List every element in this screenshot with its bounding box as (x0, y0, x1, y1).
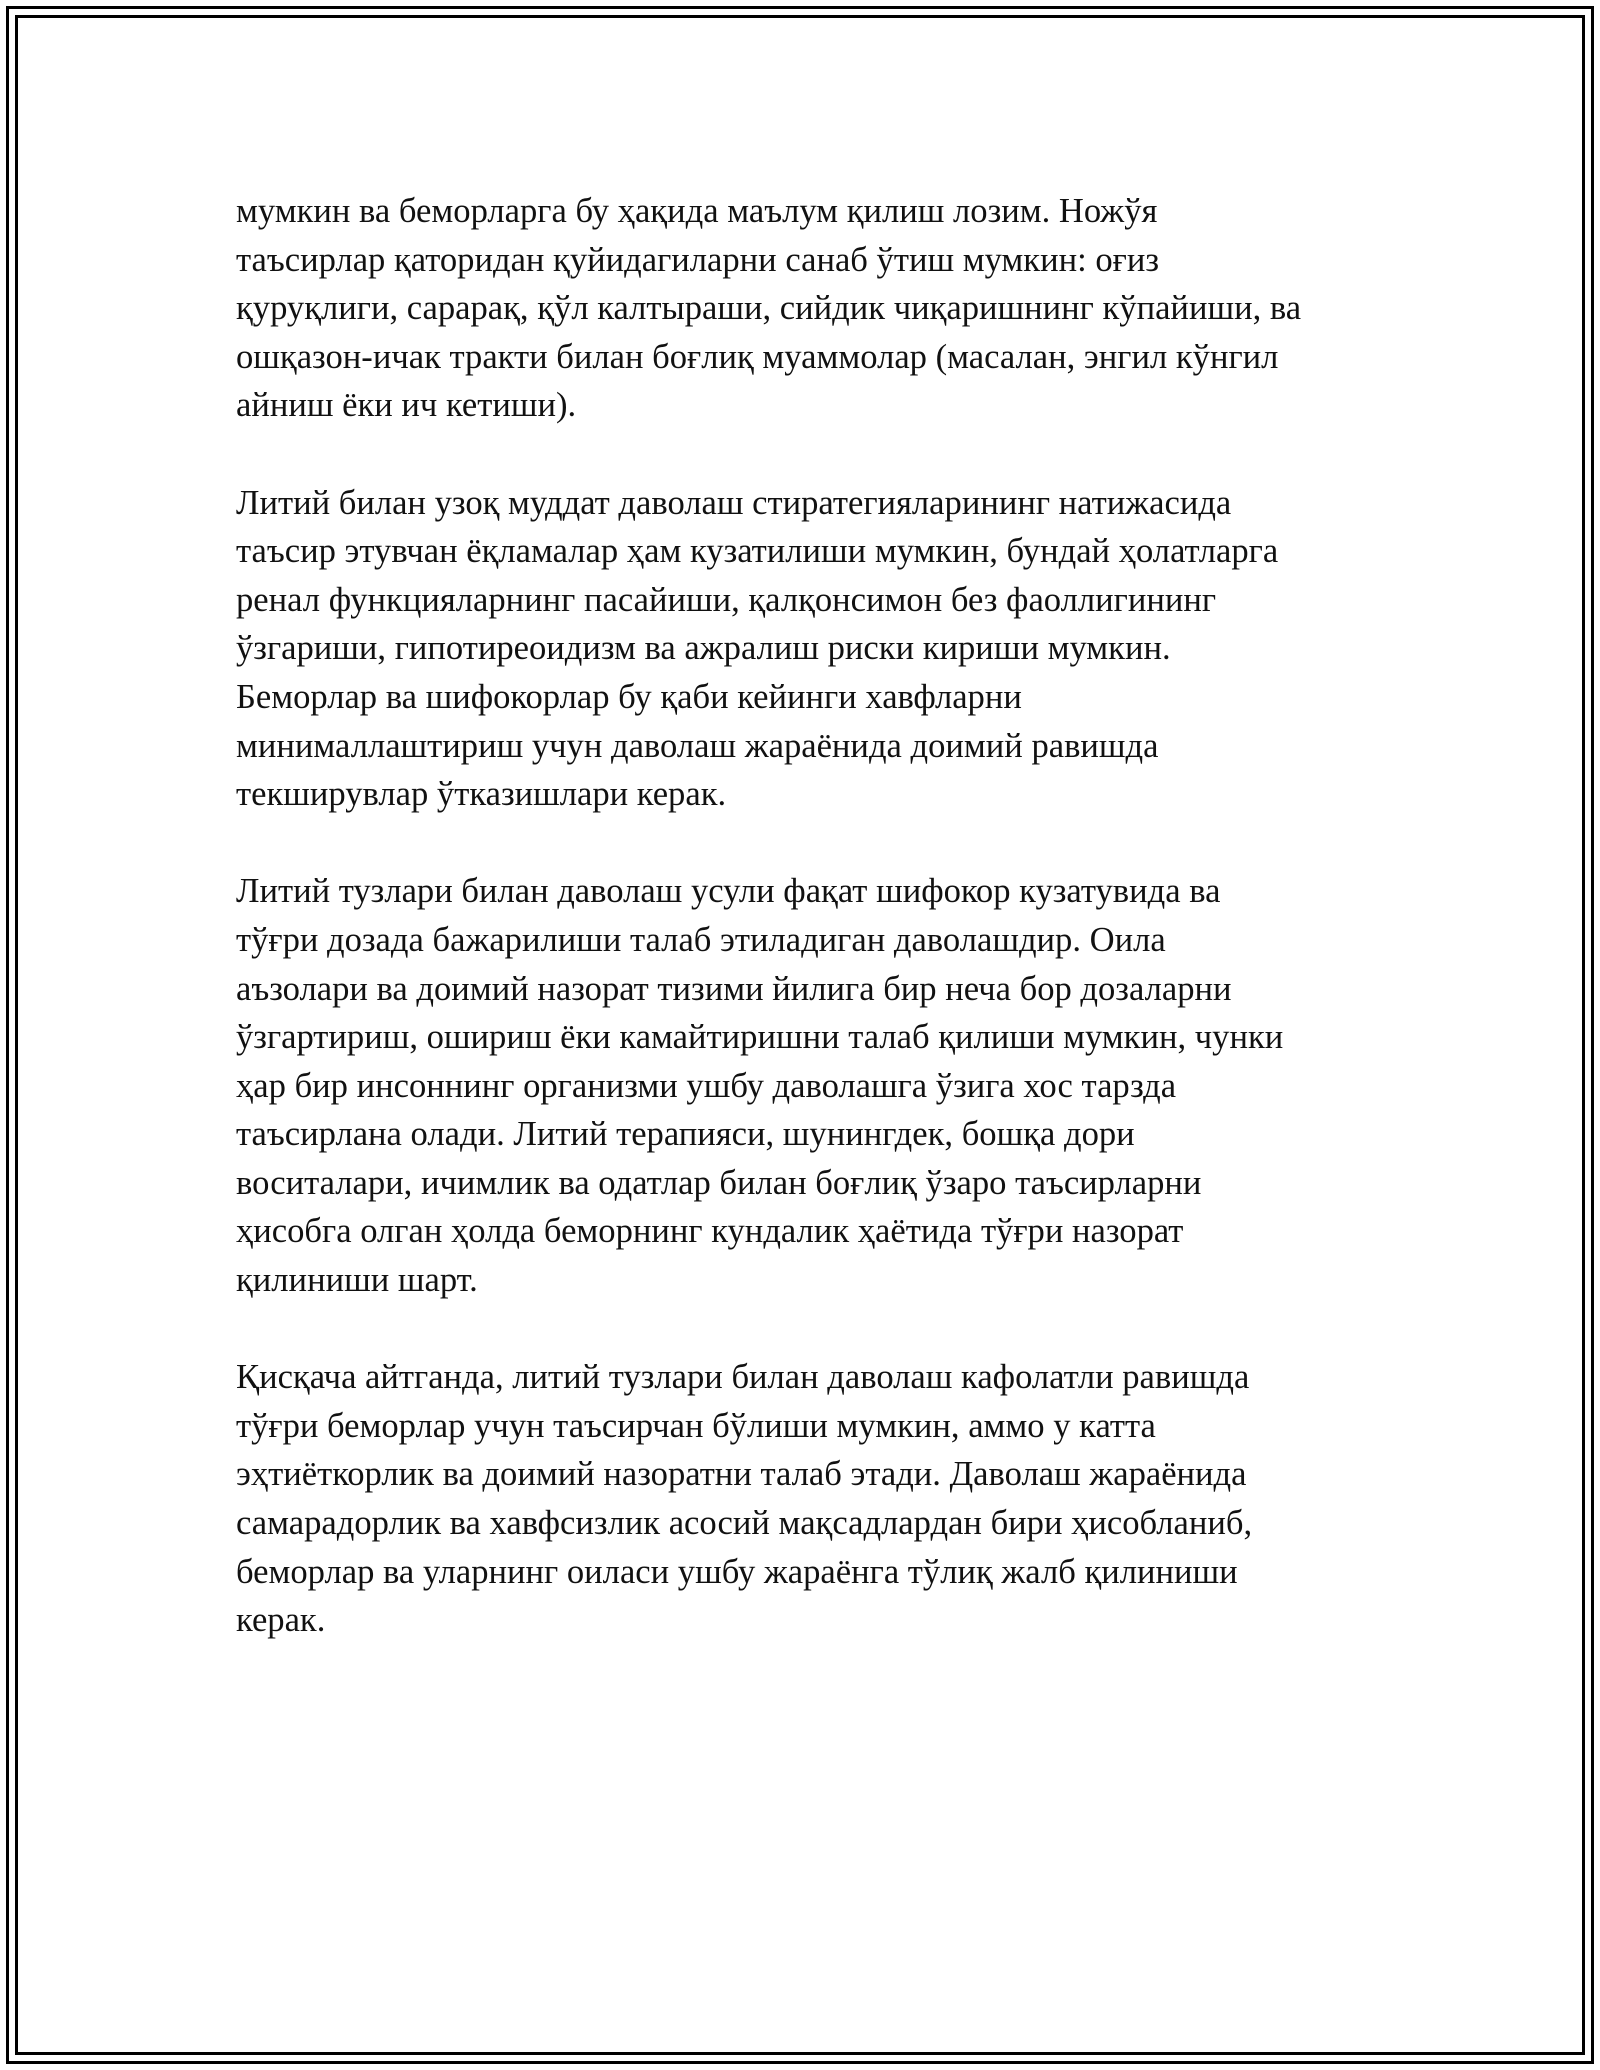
text-line: тўғри дозада бажарилиши талаб этиладиган даволашдир. Оила (236, 920, 1166, 959)
text-line: ҳар бир инсоннинг организми ушбу даволашга ўзига хос тарзда (236, 1066, 1177, 1105)
text-line: беморлар ва уларнинг оиласи ушбу жараёнга тўлиқ жалб қилиниши (236, 1552, 1238, 1591)
text-line: минималлаштириш учун даволаш жараёнида доимий равишда (236, 726, 1159, 765)
text-line: таъсирлана олади. Литий терапияси, шунингдек, бошқа дори (236, 1115, 1135, 1154)
text-line: ошқазон-ичак тракти билан боғлиқ муаммолар (масалан, энгил кўнгил (236, 337, 1279, 376)
text-line: Қисқача айтганда, литий тузлари билан даволаш кафолатли равишда (236, 1358, 1250, 1397)
text-line: ҳисобга олган ҳолда беморнинг кундалик ҳаётида тўғри назорат (236, 1212, 1184, 1251)
text-line: текширувлар ўтказишлари керак. (236, 775, 727, 814)
document-body (236, 187, 1376, 1693)
text-line: самарадорлик ва хавфсизлик асосий мақсадлардан бири ҳисобланиб, (236, 1504, 1253, 1543)
text-line: мумкин ва беморларга бу ҳақида маълум қилиш лозим. Ножўя (236, 192, 1158, 230)
text-line: аъзолари ва доимий назорат тизими йилига бир неча бор дозаларни (236, 969, 1232, 1008)
text-line: ренал функцияларнинг пасайиши, қалқонсимон без фаоллигининг (236, 580, 1217, 619)
paragraph-summary (236, 1353, 1376, 1645)
paragraph-side-effects (236, 187, 1376, 430)
text-line: тўғри беморлар учун таъсирчан бўлиши мумкин, аммо у катта (236, 1406, 1156, 1445)
text-line: ўзгариши, гипотиреоидизм ва ажралиш риски кириши мумкин. (236, 629, 1171, 668)
paragraph-supervision (236, 867, 1376, 1304)
paragraph-long-term-effects (236, 479, 1376, 819)
text-line: Беморлар ва шифокорлар бу қаби кейинги хавфларни (236, 677, 1022, 716)
text-line: Литий тузлари билан даволаш усули фақат шифокор кузатувида ва (236, 872, 1221, 911)
text-line: Литий билан узоқ муддат даволаш стиратегияларининг натижасида (236, 483, 1232, 522)
text-line: керак. (236, 1601, 326, 1640)
text-line: таъсирлар қаторидан қуйидагиларни санаб ўтиш мумкин: оғиз (236, 240, 1160, 279)
text-line: эҳтиёткорлик ва доимий назоратни талаб этади. Даволаш жараёнида (236, 1455, 1247, 1494)
text-line: қилиниши шарт. (236, 1261, 478, 1300)
text-line: таъсир этувчан ёқламалар ҳам кузатилиши мумкин, бундай ҳолатларга (236, 532, 1279, 571)
text-line: воситалари, ичимлик ва одатлар билан боғлиқ ўзаро таъсирларни (236, 1163, 1202, 1202)
text-line: ўзгартириш, ошириш ёки камайтиришни талаб қилиши мумкин, чунки (236, 1018, 1284, 1057)
text-line: айниш ёки ич кетиши). (236, 386, 577, 425)
text-line: қуруқлиги, сарарақ, қўл калтыраши, сийдик чиқаришнинг кўпайиши, ва (236, 289, 1302, 328)
